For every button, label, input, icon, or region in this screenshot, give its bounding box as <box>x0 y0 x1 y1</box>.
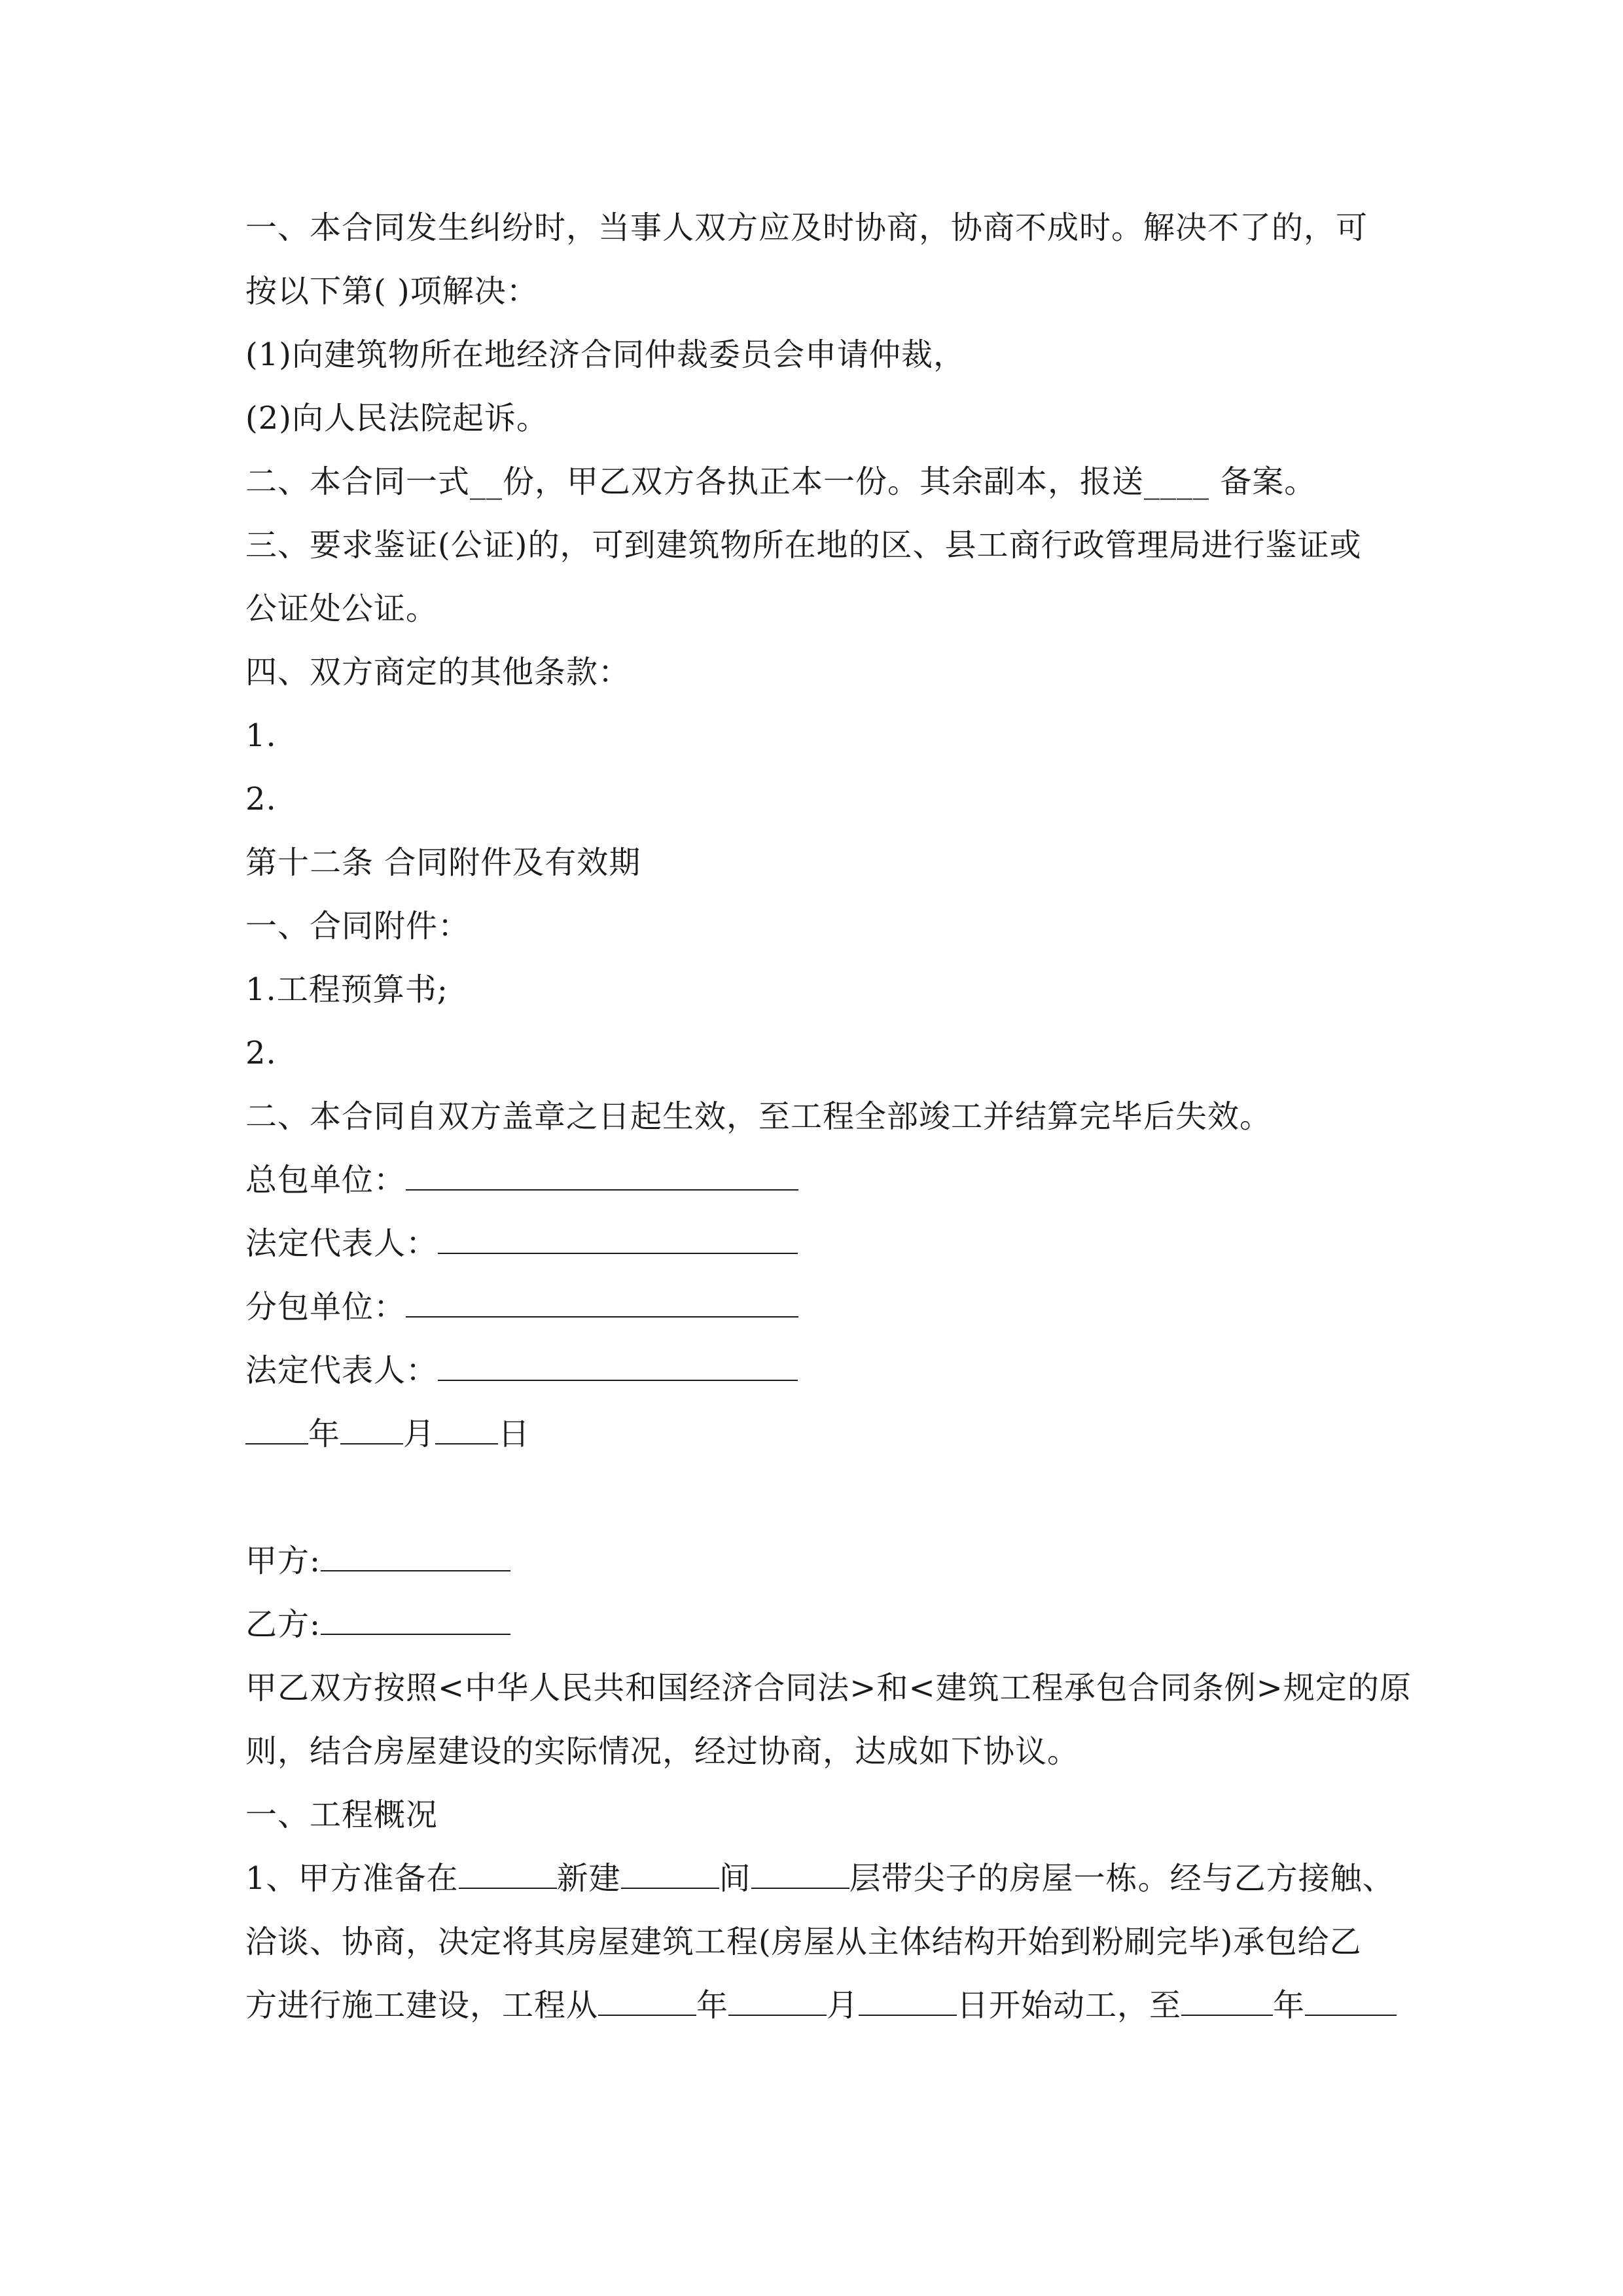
paragraph-notarization-line2: 公证处公证。 <box>245 590 438 627</box>
start-year-blank <box>598 1987 696 2016</box>
subcontractor-rep-blank <box>438 1352 798 1381</box>
attachment-item-1: 1.工程预算书; <box>245 971 448 1008</box>
article-12-heading: 第十二条 合同附件及有效期 <box>245 844 641 881</box>
item1-line3 <box>245 1986 1397 2025</box>
attachments-heading: 一、合同附件： <box>245 908 471 944</box>
date-day-label: 日 <box>498 1416 531 1452</box>
paragraph-dispute-line2: 按以下第( )项解决： <box>245 273 539 310</box>
contractor-field <box>245 1160 798 1200</box>
subcontractor-field <box>245 1287 798 1327</box>
party-a-label: 甲方: <box>245 1543 321 1579</box>
item1-line3-prefix: 方进行施工建设，工程从 <box>245 1987 599 2024</box>
paragraph-lawsuit: (2)向人民法院起诉。 <box>245 400 548 437</box>
start-month-label: 月 <box>827 1987 859 2024</box>
floors-blank <box>751 1860 849 1889</box>
item1-line1 <box>245 1859 1395 1898</box>
end-month-blank <box>1305 1987 1397 2016</box>
list-item-1: 1. <box>245 717 277 754</box>
paragraph-dispute-line1: 一、本合同发生纠纷时，当事人双方应及时协商，协商不成时。解决不了的，可 <box>245 209 1368 246</box>
date-year-label: 年 <box>308 1416 341 1452</box>
paragraph-arbitration: (1)向建筑物所在地经济合同仲裁委员会申请仲裁， <box>245 336 965 373</box>
party-b-field <box>245 1605 510 1644</box>
party-b-label: 乙方: <box>245 1606 321 1643</box>
contractor-rep-label: 法定代表人： <box>245 1225 438 1262</box>
location-blank <box>459 1860 557 1889</box>
paragraph-validity: 二、本合同自双方盖章之日起生效，至工程全部竣工并结算完毕后失效。 <box>245 1098 1272 1135</box>
rooms-blank <box>621 1860 719 1889</box>
date-field <box>245 1414 530 1454</box>
item1-line2: 洽谈、协商，决定将其房屋建筑工程(房屋从主体结构开始到粉刷完毕)承包给乙 <box>245 1924 1362 1960</box>
party-a-blank <box>321 1543 510 1571</box>
item1-suffix: 层带尖子的房屋一栋。经与乙方接触、 <box>849 1860 1395 1897</box>
contractor-rep-blank <box>438 1225 798 1254</box>
subcontractor-rep-field <box>245 1351 798 1390</box>
attachment-item-2: 2. <box>245 1035 277 1071</box>
subcontractor-label: 分包单位： <box>245 1289 406 1325</box>
start-year-label: 年 <box>696 1987 729 2024</box>
section1-title: 一、工程概况 <box>245 1797 438 1833</box>
end-year-blank <box>1181 1987 1273 2016</box>
item1-mid1: 新建 <box>556 1860 621 1897</box>
intro-line2: 则，结合房屋建设的实际情况，经过协商，达成如下协议。 <box>245 1733 1080 1770</box>
start-day-blank <box>859 1987 957 2016</box>
contractor-label: 总包单位： <box>245 1162 406 1198</box>
party-a-field <box>245 1541 510 1581</box>
date-month-blank <box>340 1416 403 1444</box>
date-month-label: 月 <box>403 1416 436 1452</box>
subcontractor-blank <box>406 1289 798 1318</box>
paragraph-other-terms: 四、双方商定的其他条款： <box>245 654 631 691</box>
start-month-blank <box>728 1987 827 2016</box>
party-b-blank <box>321 1606 510 1635</box>
paragraph-copies: 二、本合同一式__份，甲乙双方各执正本一份。其余副本，报送____ 备案。 <box>245 463 1317 500</box>
end-year-label: 年 <box>1273 1987 1306 2024</box>
paragraph-notarization-line1: 三、要求鉴证(公证)的，可到建筑物所在地的区、县工商行政管理局进行鉴证或 <box>245 527 1362 564</box>
date-day-blank <box>435 1416 498 1444</box>
list-item-2: 2. <box>245 781 277 817</box>
contractor-rep-field <box>245 1224 798 1263</box>
subcontractor-rep-label: 法定代表人： <box>245 1352 438 1389</box>
contractor-blank <box>406 1162 798 1191</box>
date-year-blank <box>245 1416 308 1444</box>
item1-prefix: 1、甲方准备在 <box>245 1860 459 1897</box>
item1-mid2: 间 <box>719 1860 751 1897</box>
start-day-label: 日开始动工，至 <box>957 1987 1182 2024</box>
intro-line1: 甲乙双方按照<中华人民共和国经济合同法>和<建筑工程承包合同条例>规定的原 <box>245 1670 1412 1706</box>
